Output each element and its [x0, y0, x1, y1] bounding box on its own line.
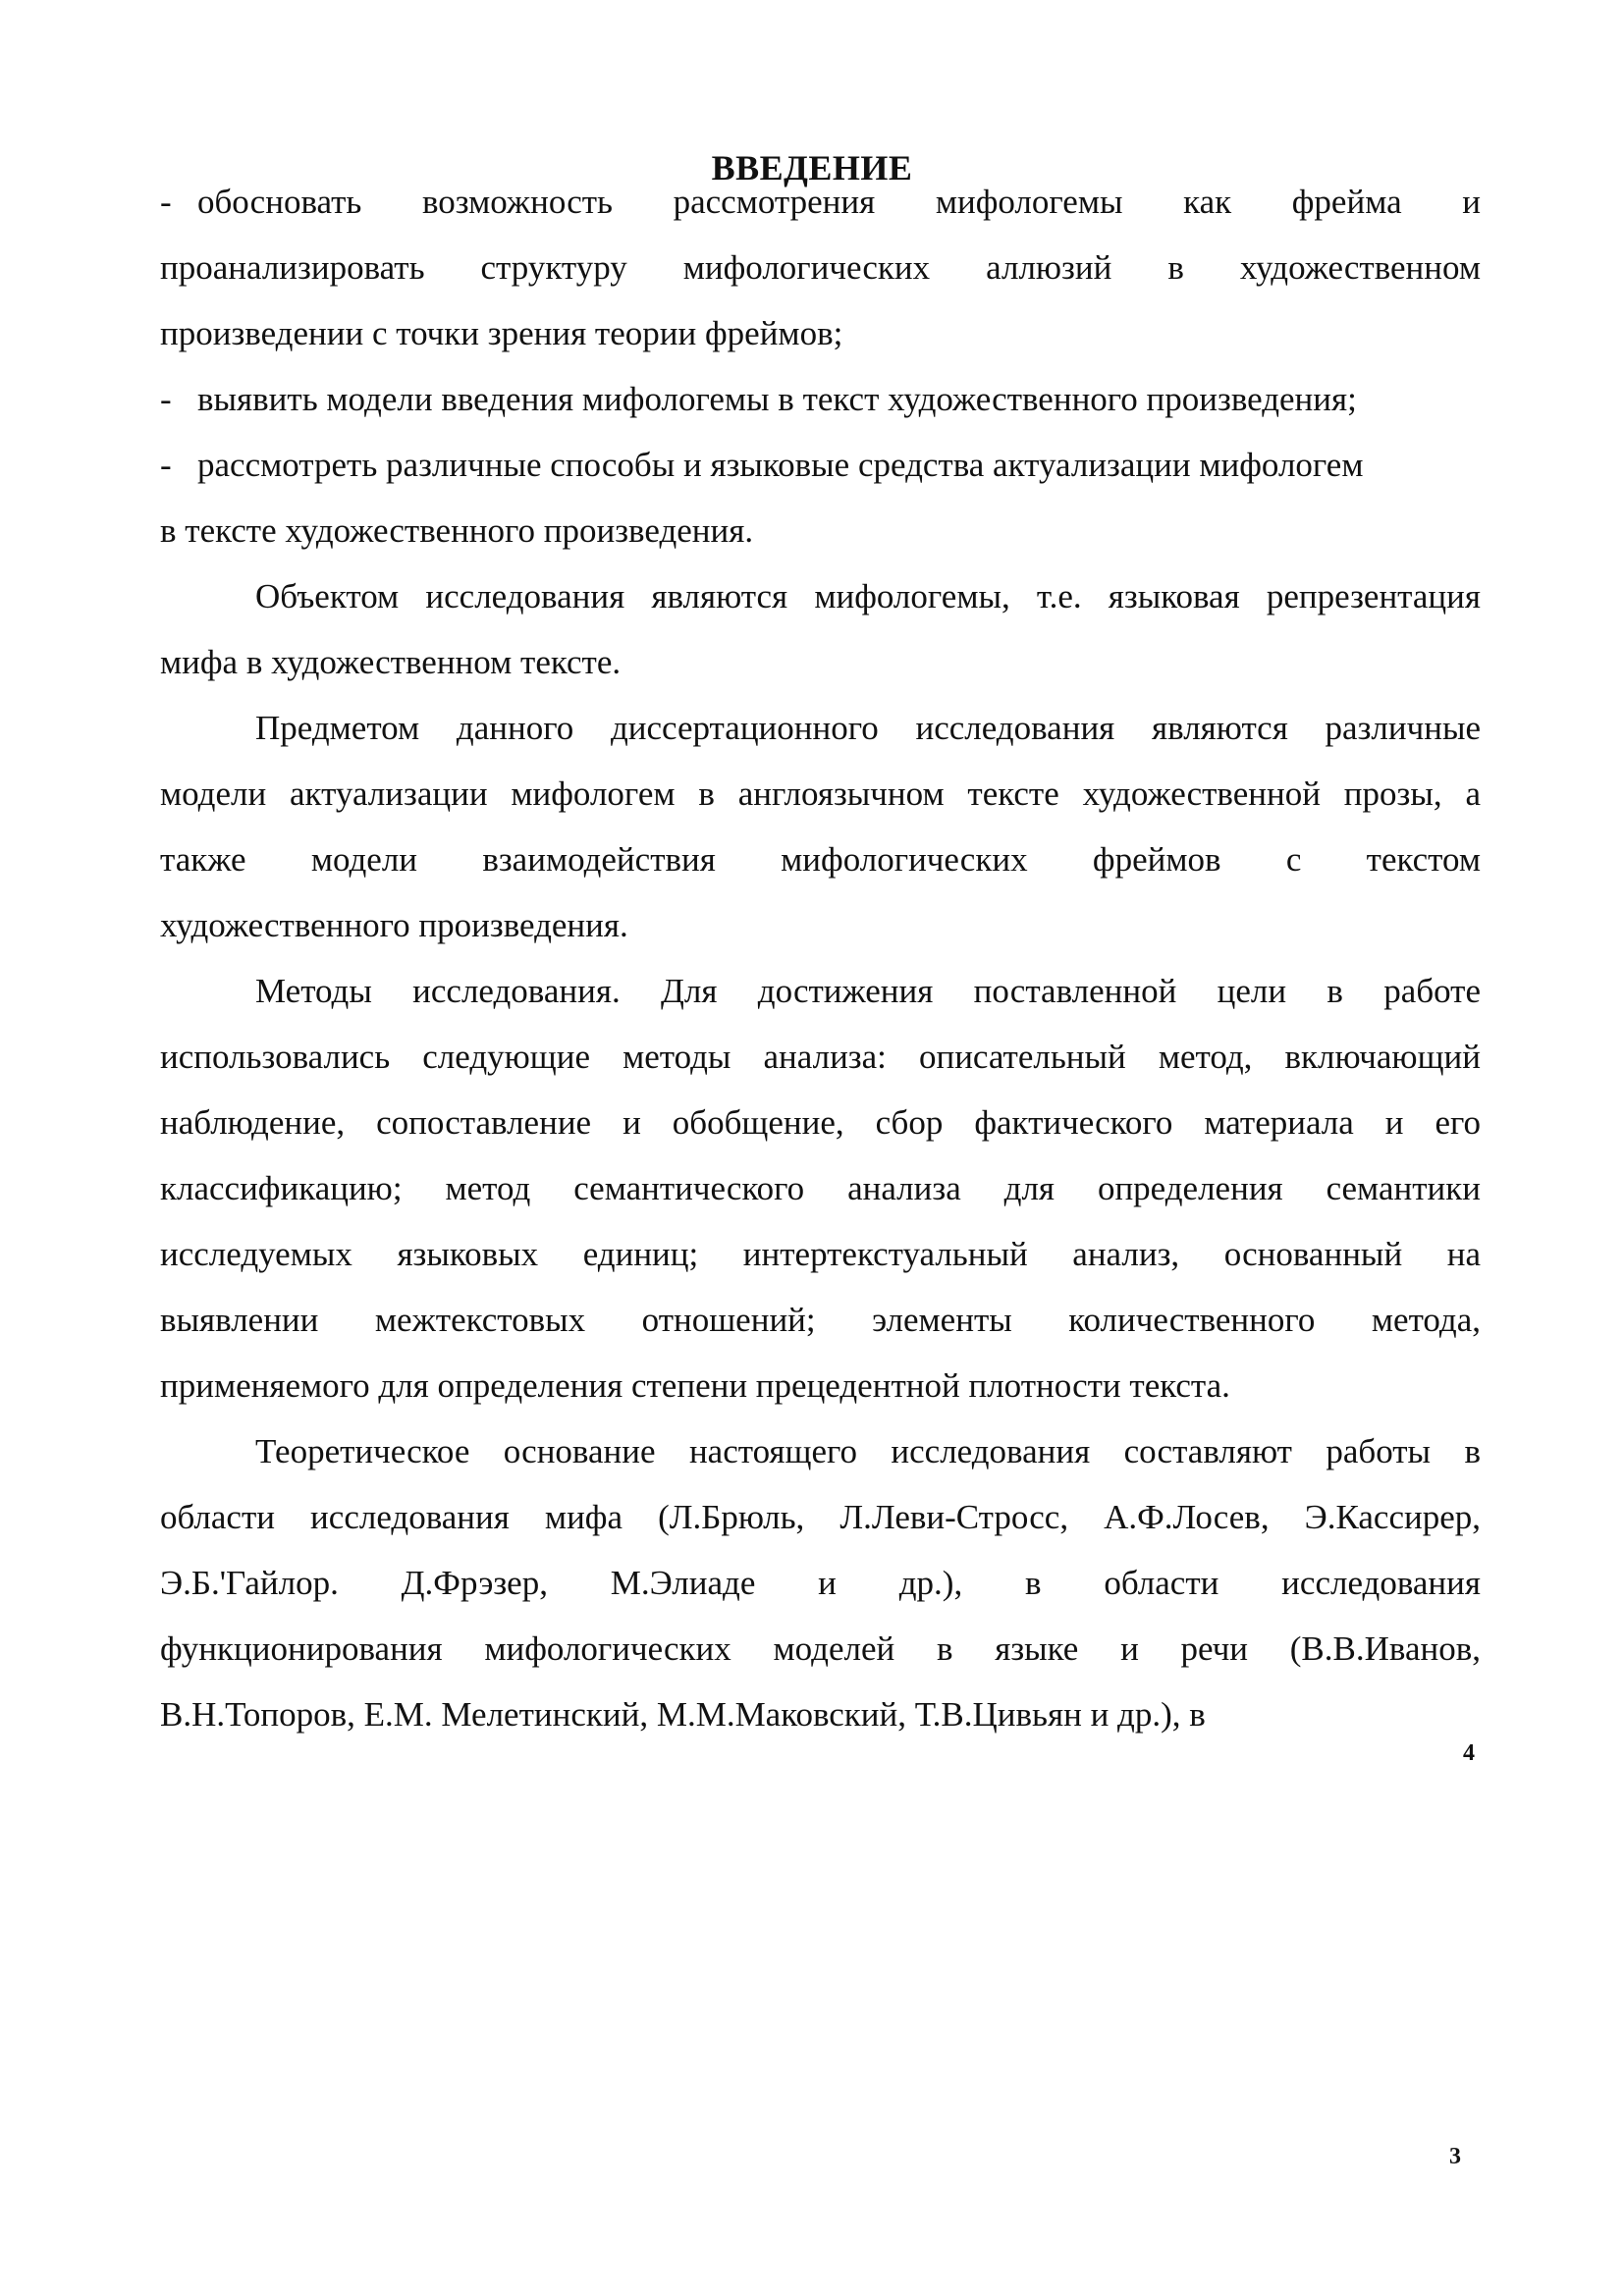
text-line: использовались следующие методы анализа: описательный метод, включающий [160, 1038, 1481, 1076]
text-line: рассмотреть различные способы и языковые средства актуализации мифологем [197, 446, 1364, 484]
text-line: художественного произведения. [160, 906, 628, 944]
text-line: мифа в художественном тексте. [160, 643, 622, 681]
text-line: применяемого для определения степени прецедентной плотности текста. [160, 1366, 1230, 1405]
section-heading: ВВЕДЕНИЕ [711, 148, 913, 187]
text-line: модели актуализации мифологем в англоязычном тексте художественной прозы, а [160, 774, 1481, 813]
text-line: выявить модели введения мифологемы в текст художественного произведения; [197, 380, 1357, 418]
list-item [160, 366, 1481, 432]
paragraph-first-line: Предметом данного диссертационного исследования являются различные [255, 709, 1481, 747]
text-line: также модели взаимодействия мифологических фреймов с текстом [160, 840, 1481, 879]
page-number-inner: 4 [1463, 1740, 1475, 1766]
list-item [160, 432, 1481, 498]
text-line: классификацию; метод семантического анализа для определения семантики [160, 1169, 1481, 1207]
body-text [160, 169, 1481, 1747]
list-dash: - [160, 183, 172, 221]
text-line: выявлении межтекстовых отношений; элементы количественного метода, [160, 1301, 1481, 1339]
text-line: исследуемых языковых единиц; интертекстуальный анализ, основанный на [160, 1235, 1481, 1273]
text-line: области исследования мифа (Л.Брюль, Л.Леви-Стросс, А.Ф.Лосев, Э.Кассирер, [160, 1498, 1481, 1536]
paragraph-first-line: Теоретическое основание настоящего исследования составляют работы в [255, 1432, 1481, 1470]
text-line: В.Н.Топоров, Е.М. Мелетинский, М.М.Маковский, Т.В.Цивьян и др.), в [160, 1695, 1206, 1734]
text-line: произведении с точки зрения теории фреймов; [160, 314, 843, 352]
text-line: в тексте художественного произведения. [160, 511, 754, 550]
text-line: обосновать возможность рассмотрения мифологемы как фрейма и [197, 183, 1481, 221]
list-dash: - [160, 380, 172, 418]
paragraph-first-line: Объектом исследования являются мифологемы, т.е. языковая репрезентация [255, 577, 1481, 615]
text-line: наблюдение, сопоставление и обобщение, сбор фактического материала и его [160, 1103, 1481, 1142]
page-number-outer: 3 [1449, 2144, 1461, 2169]
list-dash: - [160, 446, 172, 484]
paragraph-first-line: Методы исследования. Для достижения поставленной цели в работе [255, 972, 1481, 1010]
text-line: функционирования мифологических моделей в языке и речи (В.В.Иванов, [160, 1629, 1481, 1668]
text-line: проанализировать структуру мифологических аллюзий в художественном [160, 248, 1481, 287]
text-line: Э.Б.'Гайлор. Д.Фрэзер, М.Элиаде и др.), в области исследования [160, 1564, 1481, 1602]
